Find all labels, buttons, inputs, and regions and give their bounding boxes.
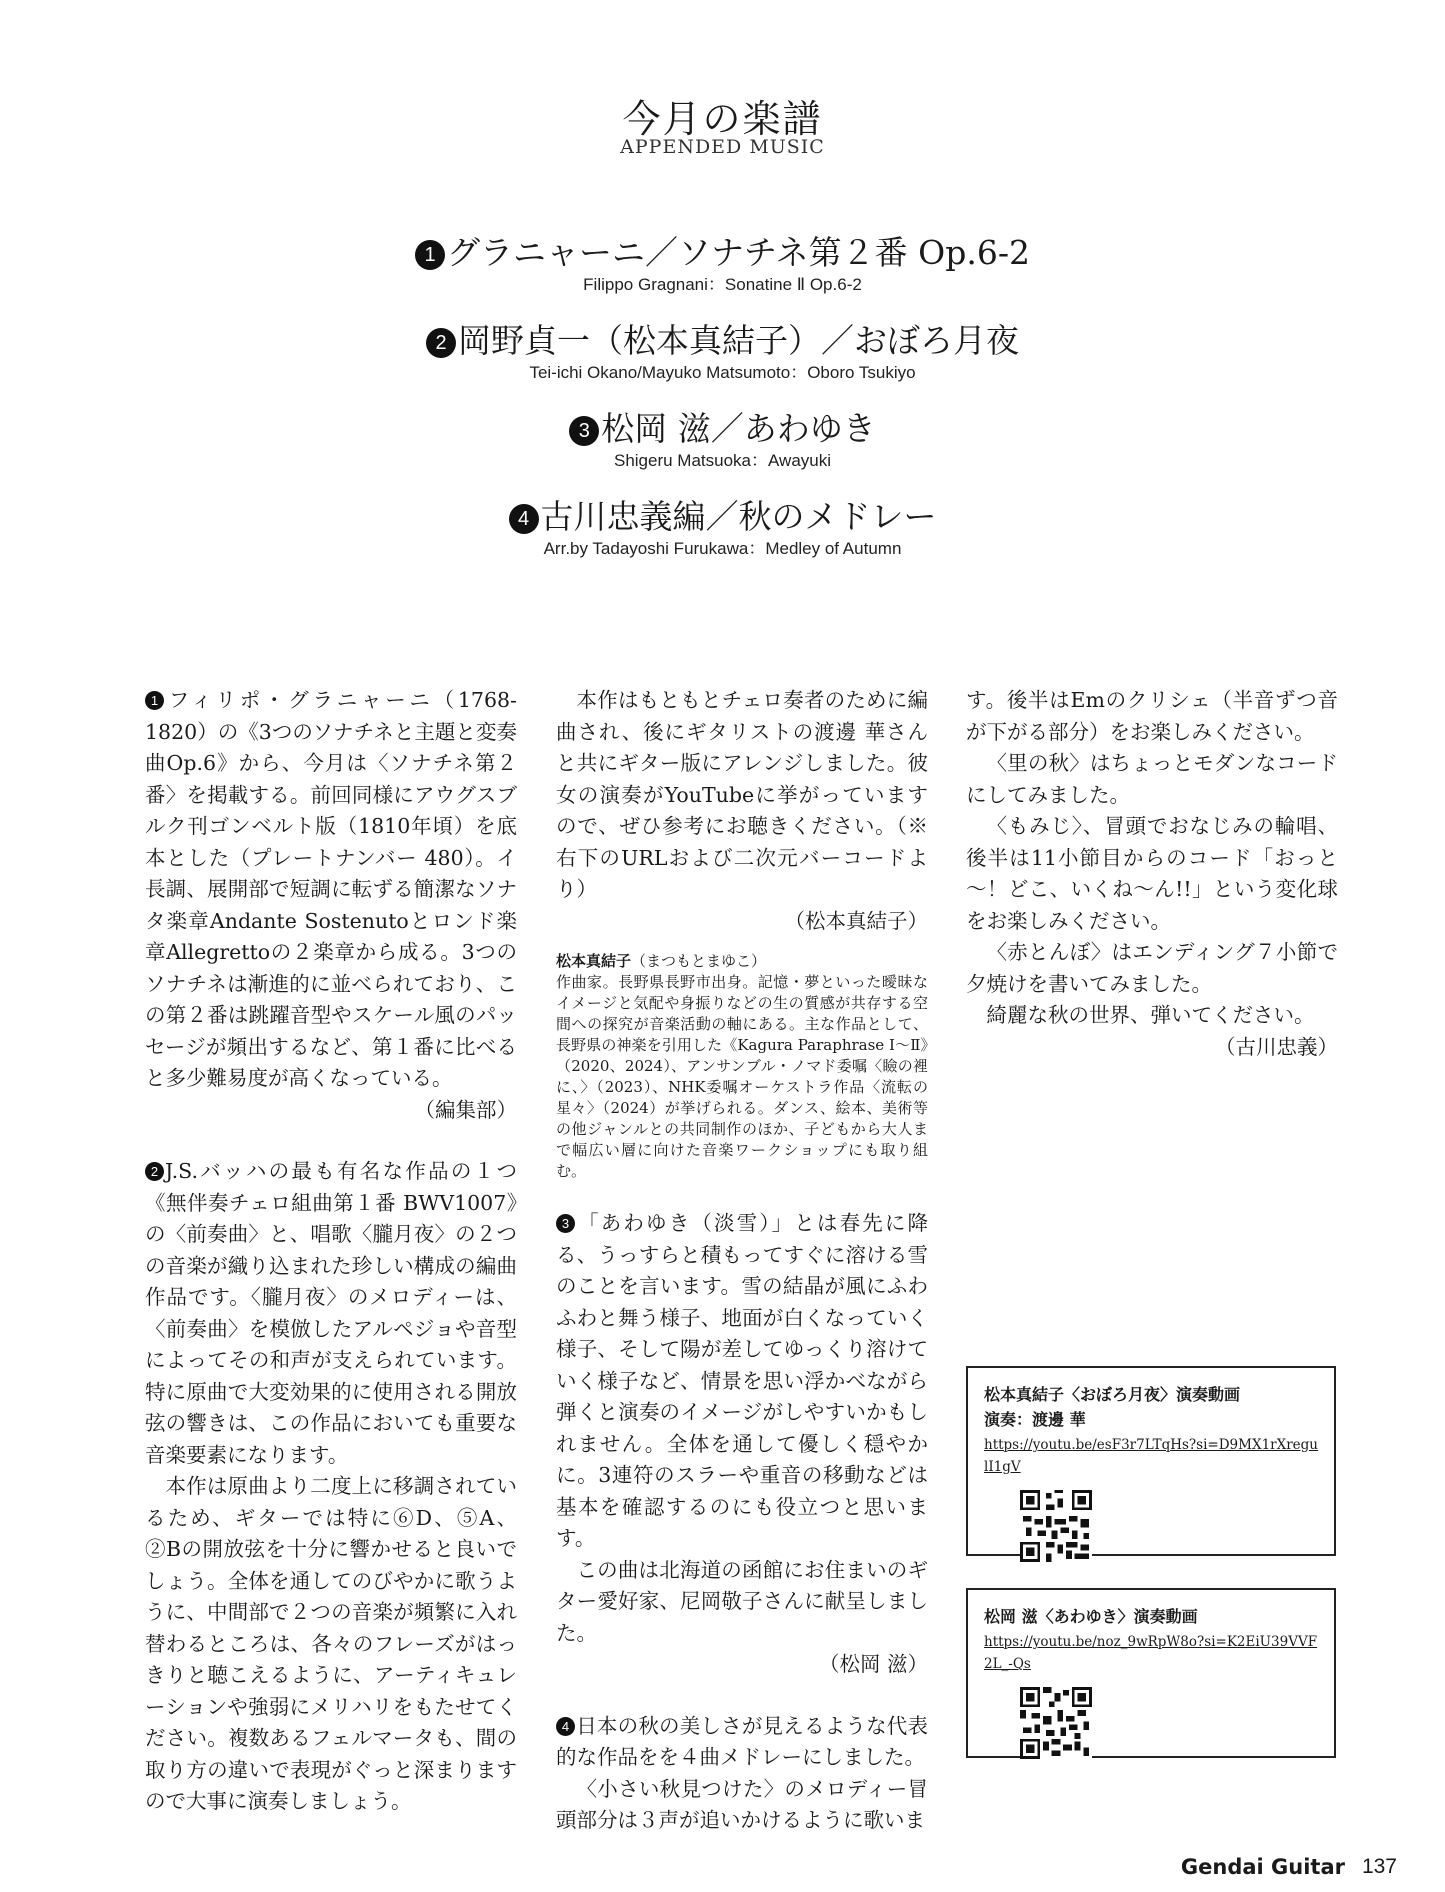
piece-2 [0,320,1445,384]
number-1-icon: 1 [145,691,164,710]
signature: （松本真結子） [784,908,928,933]
composer-bio [556,951,928,1182]
page-number: 137 [1361,1855,1397,1878]
text-paragraph: 〈もみじ〉、冒頭でおなじみの輪唱、後半は11小節目からのコード「おっと～！どこ、いくね～ん!!」という変化球をお楽しみください。 [966,814,1338,933]
text-paragraph: 本作は原曲より二度上に移調されているため、ギターでは特に⑥D、⑤A、②Bの開放弦を十分に響かせると良いでしょう。全体を通してのびやかに歌うように、中間部で２つの音楽が頻繁に入れ替わるところは、各々のフレーズがはっきりと聴こえるように、アーティキュレーションや強弱にメリハリをもたせてください。複数あるフェルマータも、間の取り方の違いで表現がぐっと深まりますので大事に演奏しましょう。 [145,1474,517,1813]
piece-title: 古川忠義編／秋のメドレー [540,497,937,536]
magazine-name: Gendai Guitar [1180,1855,1345,1879]
text-paragraph: 〈里の秋〉はちょっとモダンなコードにしてみました。 [966,751,1338,807]
piece-title: 岡野貞一（松本真結子）／おぼろ月夜 [458,321,1019,360]
bio-reading: （まつもとまゆこ） [631,952,767,970]
video-link[interactable]: https://youtu.be/noz_9wRpW8o?si=K2EiU39VVF2L_-Qs [984,1634,1318,1672]
piece-subtitle: Arr.by Tadayoshi Furukawa：Medley of Autumn [543,539,902,558]
number-1-icon: 1 [415,240,445,270]
text-paragraph: 本作はもともとチェロ奏者のために編曲され、後にギタリストの渡邊 華さんと共にギター版にアレンジしました。彼女の演奏がYouTubeに挙がっていますので、ぜひ参考にお聴きください。（※右下のURLおよび二次元バーコードより） [556,688,928,901]
signature: （松岡 滋） [818,1652,928,1676]
piece-subtitle: Shigeru Matsuoka：Awayuki [613,451,831,470]
number-3-icon: 3 [569,416,599,446]
page-title: 今月の楽譜 [622,97,823,141]
column-1 [145,685,517,1818]
number-2-icon: 2 [426,328,456,358]
piece-subtitle: Filippo Gragnani：Sonatine Ⅱ Op.6-2 [583,275,862,294]
column-2 [556,685,928,1837]
piece-subtitle: Tei-ichi Okano/Mayuko Matsumoto：Oboro Tsukiyo [529,363,916,382]
text-paragraph: この曲は北海道の函館にお住まいのギター愛好家、尼岡敬子さんに献呈しました。 [556,1557,928,1645]
text-paragraph: 〈小さい秋見つけた〉のメロディー冒頭部分は３声が追いかけるように歌いま [556,1776,928,1832]
signature: （古川忠義） [1215,1034,1338,1059]
number-4-icon: 4 [509,504,539,534]
column-3 [966,685,1338,1063]
box-performer: 演奏：渡邊 華 [984,1410,1086,1429]
piece-4 [0,496,1445,560]
video-link[interactable]: https://youtu.be/esF3r7LTqHs?si=D9MX1rXregulI1gV [984,1437,1318,1475]
bio-text: 作曲家。長野県長野市出身。記憶・夢といった曖昧なイメージと気配や身振りなどの生の質感が共存する空間への探究が音楽活動の軸にある。主な作品として、長野県の神楽を引用した《Kagura Paraphrase Ⅰ～Ⅱ》（2020、2024）、アンサンブル・ノマド委嘱〈瞼の裡に、〉（2023）、NHK委嘱オーケストラ作品〈流転の星々〉（2024）が挙げられる。ダンス、絵本、美術等の他ジャンルとの共同制作のほか、子どもから大人まで幅広い層に向けた音楽ワークショップにも取り組む。 [556,973,928,1180]
page-subtitle: APPENDED MUSIC [620,136,825,158]
piece-1 [0,232,1445,296]
text-paragraph: 2 J.S.バッハの最も有名な作品の１つ《無伴奏チェロ組曲第１番 BWV1007》の〈前奏曲〉と、唱歌〈朧月夜〉の２つの音楽が織り込まれた珍しい構成の編曲作品です。〈朧月夜〉のメロディーは、〈前奏曲〉を模倣したアルペジョや音型によってその和声が支えられています。特に原曲で大変効果的に使用される開放弦の響きは、この作品においても重要な音楽要素になります。 [145,1159,517,1467]
text-paragraph: 〈赤とんぼ〉はエンディング７小節で夕焼けを書いてみました。 [966,940,1338,996]
video-box-oboro [966,1366,1336,1556]
piece-list [0,232,1445,584]
piece-3 [0,408,1445,472]
qr-code-icon[interactable] [1020,1490,1092,1562]
box-title: 松本真結子〈おぼろ月夜〉演奏動画 [984,1385,1241,1404]
text-paragraph: 綺麗な秋の世界、弾いてください。 [986,1003,1315,1027]
box-title: 松岡 滋〈あわゆき〉演奏動画 [984,1607,1198,1626]
video-box-awayuki [966,1588,1336,1758]
number-3-icon: 3 [556,1214,575,1233]
piece-title: グラニャーニ／ソナチネ第２番 Op.6-2 [447,233,1030,272]
number-2-icon: 2 [145,1162,164,1181]
text-paragraph: 1 フィリポ・グラニャーニ（1768-1820）の《3つのソナチネと主題と変奏曲Op.6》から、今月は〈ソナチネ第２番〉を掲載する。前回同様にアウグスブルク刊ゴンベルト版（1810年頃）を底本とした（プレートナンバー 480）。イ長調、展開部で短調に転ずる簡潔なソナタ楽章Andante Sostenutoとロンド楽章Allegrettoの２楽章から成る。3つのソナチネは漸進的に並べられており、この第２番は跳躍音型やスケール風のパッセージが頻出するなど、第１番に比べると多少難易度が高くなっている。 [145,688,517,1090]
text-paragraph: 4 日本の秋の美しさが見えるような代表的な作品をを４曲メドレーにしました。 [556,1713,928,1769]
number-4-icon: 4 [556,1717,575,1736]
text-paragraph: 3 「あわゆき（淡雪）」とは春先に降る、うっすらと積もってすぐに溶ける雪のことを言います。雪の結晶が風にふわふわと舞う様子、地面が白くなっていく様子、そして陽が差してゆっくり溶けていく様子など、情景を思い浮かべながら弾くと演奏のイメージがしやすいかもしれません。全体を通して優しく穏やかに。3連符のスラーや重音の移動などは基本を確認するのにも役立つと思います。 [556,1211,928,1550]
text-paragraph: す。後半はEmのクリシェ（半音ずつ音が下がる部分）をお楽しみください。 [966,688,1338,744]
qr-code-icon[interactable] [1020,1687,1092,1759]
bio-name: 松本真結子 [556,952,632,970]
piece-title: 松岡 滋／あわゆき [601,409,876,448]
signature: （編集部） [414,1097,517,1122]
